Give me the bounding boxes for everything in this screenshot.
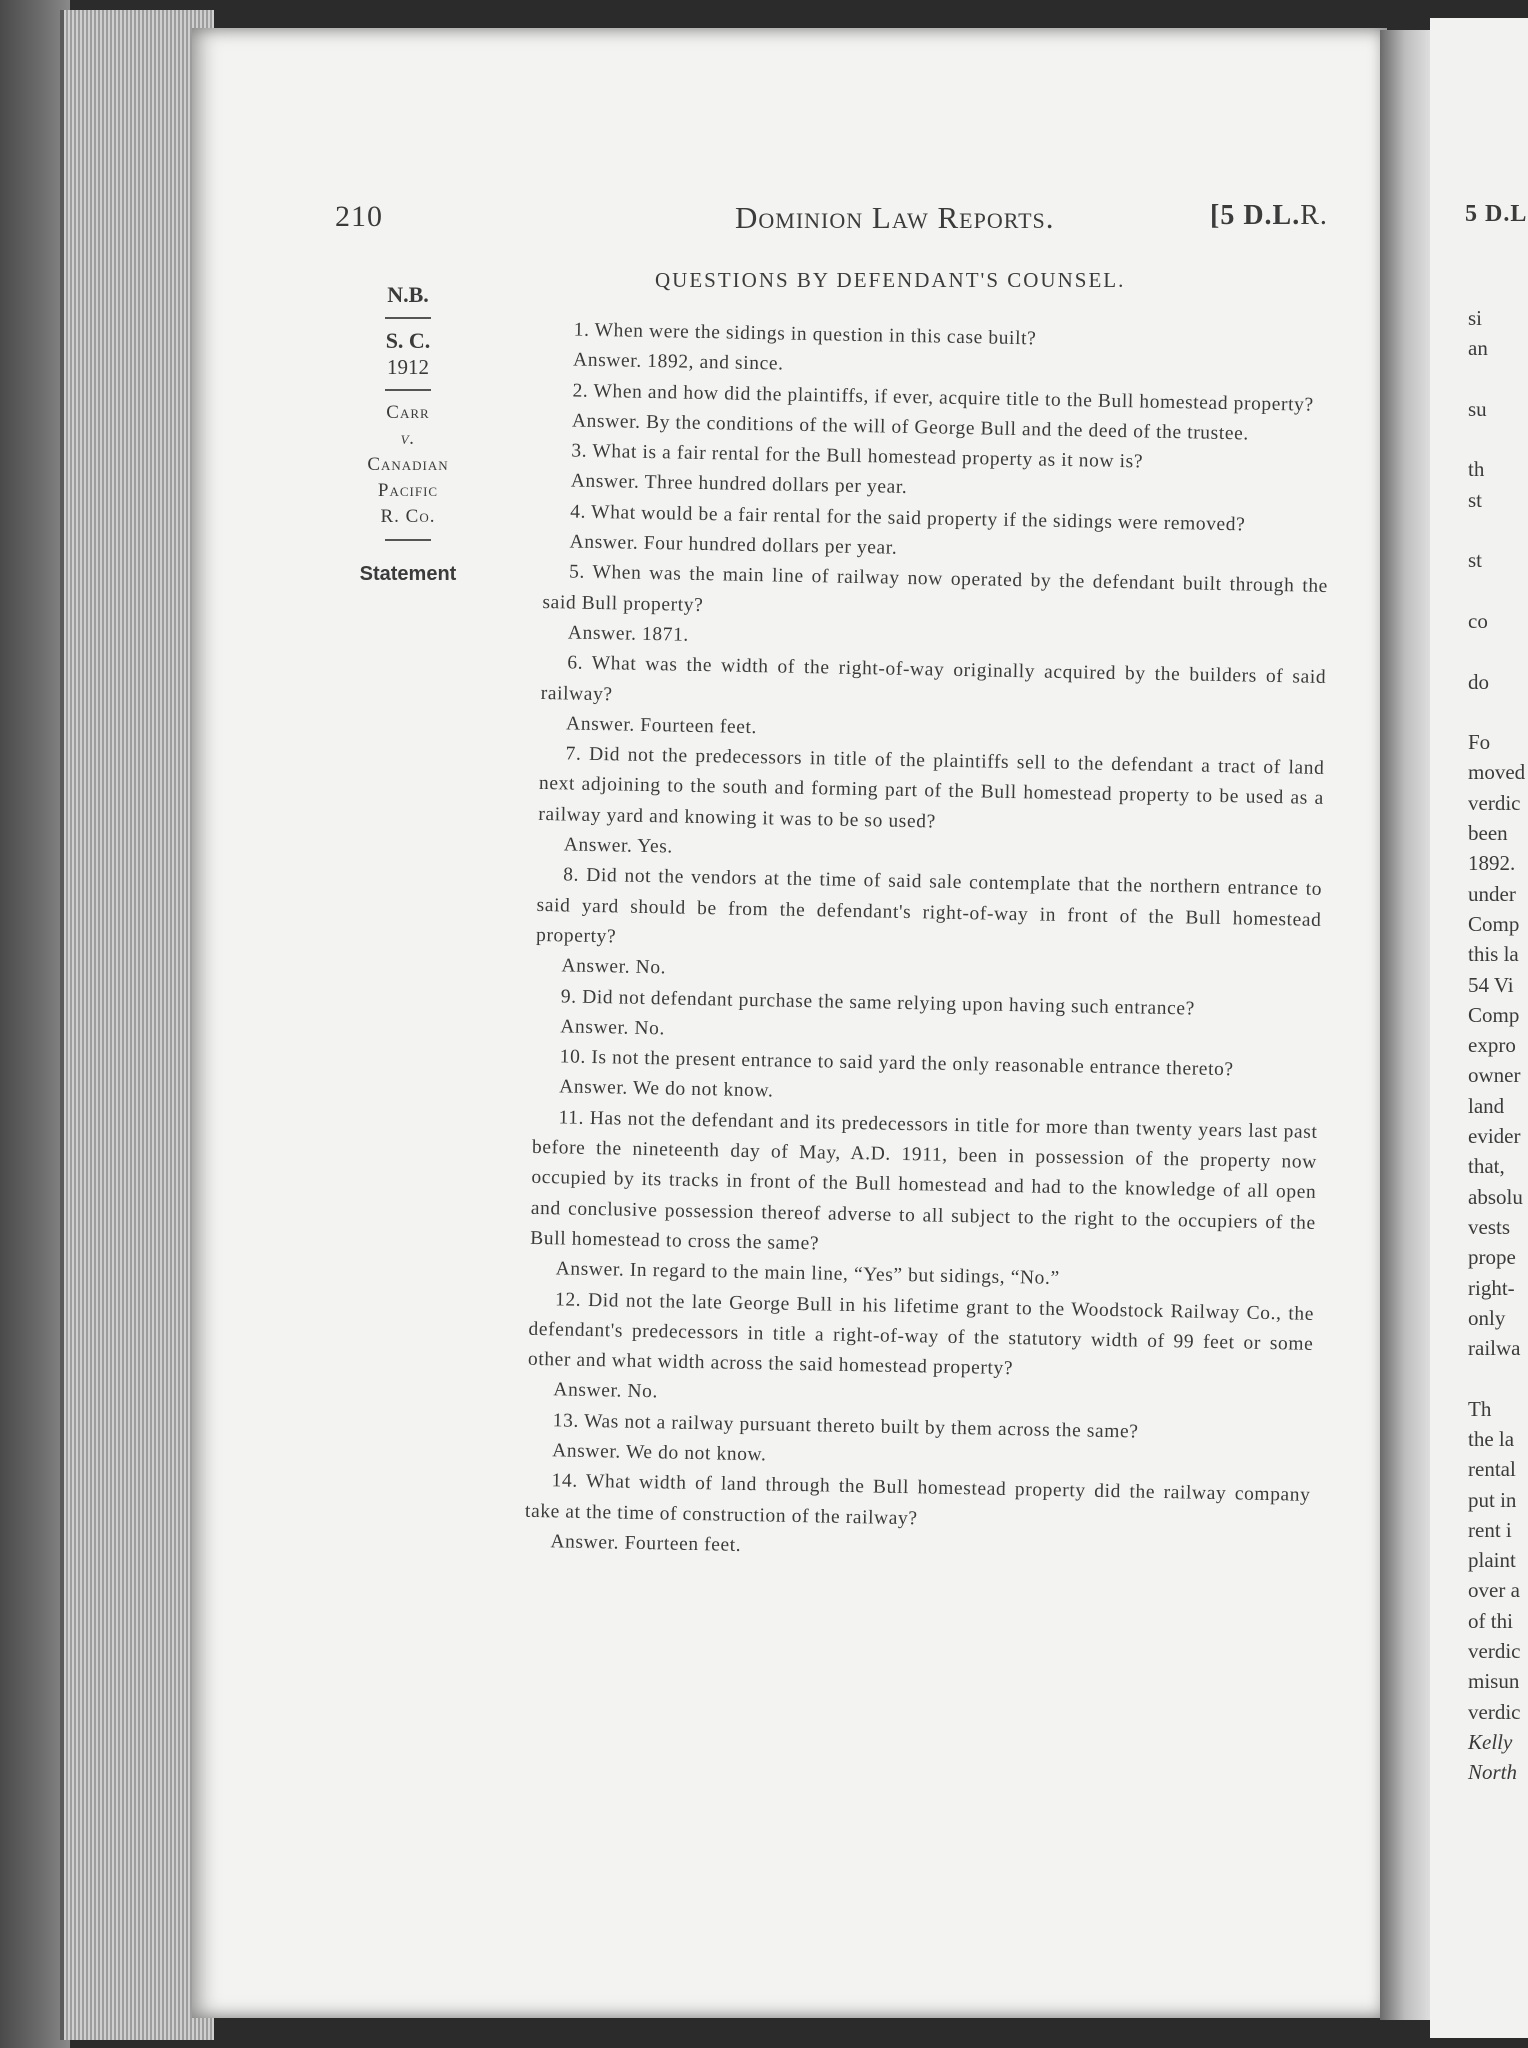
facing-page-line <box>1468 364 1528 394</box>
facing-page-line: over a <box>1468 1578 1520 1603</box>
answer-item: Answer. In regard to the main line, “Yes” but sidings, “No.” <box>555 1258 1060 1290</box>
margin-note <box>338 282 478 587</box>
facing-page <box>1430 18 1528 2038</box>
answer-item: Answer. By the conditions of the will of George Bull and the deed of the trustee. <box>571 410 1250 445</box>
book-gutter <box>1380 30 1436 2020</box>
margin-province: N.B. <box>387 282 429 307</box>
facing-page-line: co <box>1468 608 1488 633</box>
facing-page-line: 1892. <box>1468 851 1516 876</box>
facing-page-line: North <box>1468 1760 1518 1785</box>
margin-case-name: Carr <box>386 402 430 423</box>
facing-page-line: under <box>1468 881 1516 906</box>
facing-page-line: Comp <box>1468 911 1520 936</box>
answer-item: Answer. Four hundred dollars per year. <box>569 531 898 559</box>
answer-item: Answer. Three hundred dollars per year. <box>570 470 908 499</box>
question-item: 13. Was not a railway pursuant thereto built by them across the same? <box>552 1409 1139 1443</box>
margin-divider <box>385 317 431 319</box>
facing-page-line: of thi <box>1468 1608 1513 1633</box>
facing-page-line: rental <box>1468 1457 1516 1482</box>
facing-page-line: do <box>1468 669 1489 694</box>
answer-item: Answer. 1871. <box>567 622 690 646</box>
answer-item: Answer. We do not know. <box>558 1076 774 1102</box>
question-item: 7. Did not the predecessors in title of the plaintiffs sell to the defendant a tract of land next adjoining to the south and forming part of the Bull homestead property to be used as a railway yard and knowing it was to be so used? <box>538 743 1325 833</box>
volume-bold: 5 D.L. <box>1220 200 1301 231</box>
facing-page-line: Comp <box>1468 1002 1520 1027</box>
facing-page-line: this la <box>1468 942 1519 967</box>
facing-page-line: put in <box>1468 1487 1517 1512</box>
section-heading: QUESTIONS BY DEFENDANT'S COUNSEL. <box>655 268 1126 292</box>
question-item: 14. What width of land through the Bull homestead property did the railway company take at the time of construction of the railway? <box>524 1470 1311 1529</box>
facing-page-line: Fo <box>1468 730 1491 755</box>
margin-case-name: R. Co. <box>380 506 436 527</box>
answer-item: Answer. No. <box>561 955 667 979</box>
answer-item: Answer. 1892, and since. <box>572 349 784 375</box>
facing-page-line: that, <box>1468 1154 1505 1179</box>
facing-page-line: railwa <box>1468 1336 1521 1361</box>
facing-page-line: evider <box>1468 1124 1521 1149</box>
margin-divider <box>385 539 431 541</box>
question-item: 6. What was the width of the right-of-way originally acquired by the builders of said railway? <box>540 652 1327 705</box>
facing-page-text <box>1468 303 1528 1788</box>
question-item: 11. Has not the defendant and its predecessors in title for more than twenty years last past before the nineteenth day of May, A.D. 1911, been in possession of the property now occupied by its tracks in front of the Bull homestead and had to the knowledge of all open and conclusive possession thereof adverse to all subject to the right to the occupiers of the Bull homestead to cross the same? <box>530 1107 1318 1255</box>
facing-page-line: plaint <box>1468 1548 1516 1573</box>
volume-bracket: [ <box>1210 200 1221 231</box>
facing-page-line: misun <box>1468 1669 1520 1694</box>
answer-item: Answer. Yes. <box>563 834 674 858</box>
facing-page-line: verdic <box>1468 1699 1521 1724</box>
question-item: 9. Did not defendant purchase the same relying upon having such entrance? <box>560 985 1196 1020</box>
page-number: 210 <box>335 200 383 233</box>
question-item: 5. When was the main line of railway now operated by the defendant built through the said Bull property? <box>542 561 1329 616</box>
facing-page-line: the la <box>1468 1426 1515 1451</box>
facing-page-line: verdic <box>1468 1639 1521 1664</box>
question-item: 12. Did not the late George Bull in his lifetime grant to the Woodstock Railway Co., the defendant's predecessors in title a right-of-way of the statutory width of 99 feet or some other and what width across the said homestead property? <box>527 1288 1315 1380</box>
margin-section-label: Statement <box>359 563 457 585</box>
facing-page-line: been <box>1468 821 1508 846</box>
facing-page-line <box>1468 636 1528 666</box>
margin-case-versus: v. <box>400 428 416 449</box>
facing-page-line: land <box>1468 1093 1505 1118</box>
answer-item: Answer. Fourteen feet. <box>550 1531 742 1556</box>
question-item: 2. When and how did the plaintiffs, if ever, acquire title to the Bull homestead property? <box>572 380 1314 416</box>
running-title: Dominion Law Reports. <box>735 200 1055 235</box>
facing-page-line: vests <box>1468 1214 1510 1239</box>
volume-tail: R. <box>1300 200 1328 231</box>
margin-case-name: Pacific <box>377 480 439 501</box>
margin-case-name: Canadian <box>367 454 449 475</box>
facing-page-line <box>1468 697 1528 727</box>
margin-court: S. C. <box>385 328 431 353</box>
facing-page-line: right- <box>1468 1275 1515 1300</box>
answer-item: Answer. We do not know. <box>551 1440 767 1466</box>
facing-page-line: st <box>1468 548 1483 573</box>
facing-page-line: 54 Vi <box>1468 972 1514 997</box>
question-item: 3. What is a fair rental for the Bull homestead property as it now is? <box>571 440 1144 473</box>
facing-page-line: only <box>1468 1305 1506 1330</box>
facing-page-line: expro <box>1468 1033 1516 1058</box>
facing-page-line <box>1468 515 1528 545</box>
facing-page-line: st <box>1468 487 1483 512</box>
facing-page-line: owner <box>1468 1063 1521 1088</box>
question-item: 10. Is not the present entrance to said yard the only reasonable entrance thereto? <box>559 1046 1234 1081</box>
facing-page-line: Th <box>1468 1396 1492 1421</box>
question-item: 1. When were the sidings in question in this case built? <box>573 319 1037 350</box>
facing-page-line: moved <box>1468 760 1526 785</box>
facing-page-line: th <box>1468 457 1485 482</box>
page-edges <box>60 10 214 2040</box>
facing-page-line: verdic <box>1468 790 1521 815</box>
facing-page-line: Kelly <box>1468 1729 1513 1754</box>
facing-page-header: 5 D.L <box>1465 201 1528 227</box>
facing-page-line: rent i <box>1468 1517 1512 1542</box>
facing-page-line: an <box>1468 336 1488 361</box>
facing-page-line: su <box>1468 396 1487 421</box>
facing-page-line: prope <box>1468 1245 1516 1270</box>
volume-reference <box>1210 200 1328 232</box>
question-item: 4. What would be a fair rental for the said property if the sidings were removed? <box>570 501 1246 536</box>
question-answer-list <box>524 315 1333 1572</box>
facing-page-line <box>1468 424 1528 454</box>
facing-page-line: si <box>1468 306 1483 330</box>
answer-item: Answer. Fourteen feet. <box>565 713 758 738</box>
facing-page-line: absolu <box>1468 1184 1523 1209</box>
answer-item: Answer. No. <box>553 1379 659 1403</box>
margin-year: 1912 <box>387 355 429 379</box>
facing-page-line <box>1468 576 1528 606</box>
margin-divider <box>385 389 431 391</box>
answer-item: Answer. No. <box>560 1016 666 1040</box>
question-item: 8. Did not the vendors at the time of said sale contemplate that the northern entrance to said yard should be from the defendant's right-of-way in front of the Bull homestead property? <box>535 864 1323 948</box>
facing-page-line <box>1468 1363 1528 1393</box>
